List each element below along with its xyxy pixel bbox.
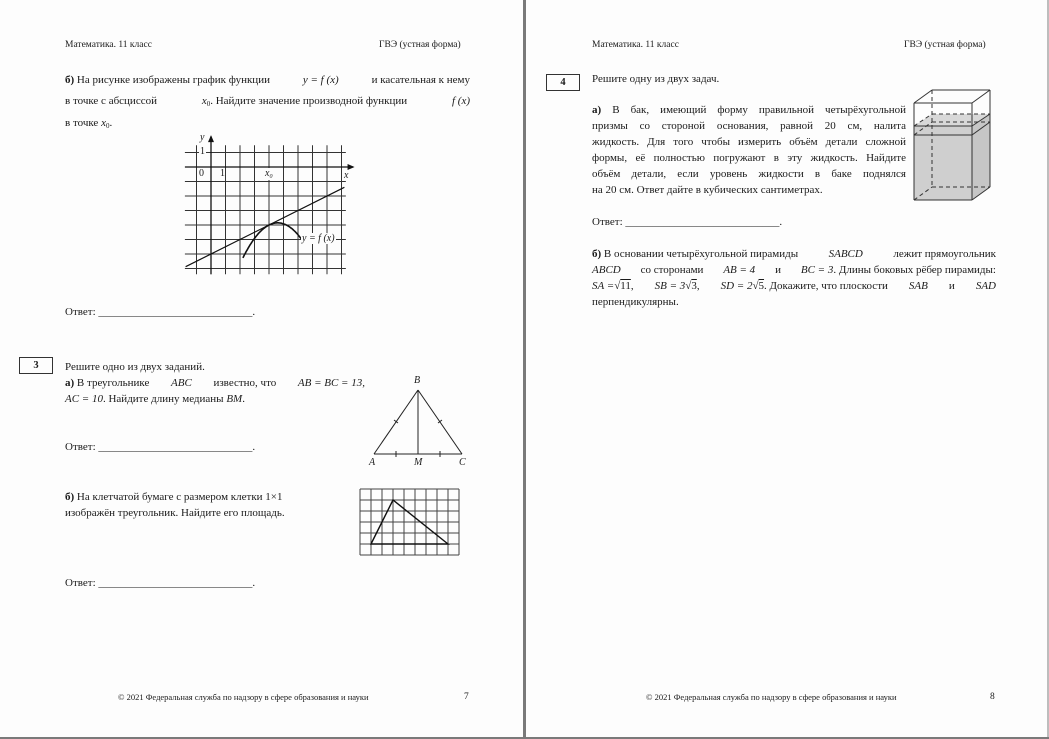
text: перпендикулярны. bbox=[592, 296, 679, 308]
header-subject: Математика. 11 класс bbox=[65, 40, 152, 50]
math-expr: ABC bbox=[171, 377, 192, 389]
header-exam-type: ГВЭ (устная форма) bbox=[379, 40, 461, 50]
page-7 bbox=[0, 0, 523, 737]
task-label: а) bbox=[65, 377, 75, 389]
math-expr: ABCD bbox=[592, 264, 621, 276]
answer-label: Ответ: bbox=[592, 216, 623, 228]
math-expr: x bbox=[101, 117, 106, 129]
task-number-4: 4 bbox=[546, 74, 580, 91]
task-4a-text bbox=[592, 102, 906, 198]
task-4a-line: формы, её полностью погружают в эту жидкость. Найдите bbox=[592, 152, 906, 164]
math-expr: AB = BC = 13, bbox=[297, 377, 365, 389]
math-expr: BM bbox=[226, 393, 243, 405]
vertex-label-c: C bbox=[459, 457, 466, 468]
answer-4a bbox=[592, 214, 782, 230]
text: На рисунке изображены график функции bbox=[76, 74, 270, 86]
sqrt-radicand: 5 bbox=[758, 280, 765, 292]
text: лежит прямоугольник bbox=[893, 248, 996, 260]
x-tick-label: 1 bbox=[220, 168, 225, 179]
sqrt-radicand: 11 bbox=[620, 280, 631, 292]
edge bbox=[972, 90, 990, 103]
subscript: 0 bbox=[105, 122, 110, 130]
task-4-intro: Решите одну из двух задач. bbox=[592, 73, 720, 85]
answer-label: Ответ: bbox=[65, 577, 96, 589]
math-expr: SAB bbox=[908, 280, 928, 292]
answer-field[interactable]: ____________________________. bbox=[98, 441, 256, 453]
subscript: 0 bbox=[206, 100, 211, 108]
prism-tank-figure bbox=[910, 86, 1020, 206]
task-4a-line: жидкость. Для того чтобы измерить объём детали сложной bbox=[592, 136, 906, 148]
task-4a-line: на 20 см. Ответ дайте в кубических сантиметрах. bbox=[592, 184, 823, 196]
task-4b-text: б) В основании четырёхугольной пирамиды SABCD лежит прямоугольник ABCD со сторонами AB = 4 и BC = 3. Длины боковых рёбер пирамиды: SA =√11, SB = 3√3, SD = 2√5. Докажите, что плоскости SAB и SAD перпендикулярны. bbox=[592, 248, 996, 308]
math-expr: BC = 3 bbox=[800, 264, 834, 276]
task-intro: Решите одно из двух заданий. bbox=[65, 361, 205, 373]
answer-label: Ответ: bbox=[65, 306, 96, 318]
math-expr: SA = bbox=[592, 280, 615, 292]
task-4a-line: а) В бак, имеющий форму правильной четырёхугольной bbox=[592, 104, 906, 116]
text: . Докажите, что плоскости bbox=[764, 280, 888, 292]
answer-field[interactable]: ____________________________. bbox=[98, 577, 256, 589]
text: в точке с абсциссой bbox=[65, 95, 157, 107]
header-exam-type: ГВЭ (устная форма) bbox=[904, 40, 986, 50]
text: известно, что bbox=[213, 377, 277, 389]
text: и bbox=[948, 280, 955, 292]
function-curve bbox=[243, 223, 302, 258]
edge bbox=[914, 90, 932, 103]
x-axis-arrow bbox=[348, 164, 355, 170]
task-number-3: 3 bbox=[19, 357, 53, 374]
text: и касательная к нему bbox=[371, 74, 470, 86]
answer-field[interactable]: ____________________________. bbox=[98, 306, 256, 318]
text: в точке bbox=[65, 117, 99, 129]
origin-label: 0 bbox=[199, 168, 204, 179]
sqrt-radicand: 3 bbox=[691, 280, 697, 292]
page-8 bbox=[526, 0, 1047, 737]
grid-triangle-figure bbox=[359, 488, 461, 556]
math-expr: SAD bbox=[975, 280, 996, 292]
task-4a-line: объём детали, если уровень жидкости в баке поднялся bbox=[592, 168, 906, 180]
text: . Найдите значение производной функции bbox=[210, 95, 408, 107]
task-label: б) bbox=[65, 74, 75, 86]
page-number: 7 bbox=[464, 692, 469, 702]
text: На клетчатой бумаге с размером клетки 1×1 bbox=[76, 491, 283, 503]
task-4a-line: призмы со стороной основания, равной 20 см, налита bbox=[592, 120, 906, 132]
answer-3b bbox=[65, 575, 255, 591]
text: . bbox=[242, 393, 245, 405]
math-expr: x bbox=[201, 95, 207, 107]
answer-3a bbox=[65, 439, 255, 455]
page-number: 8 bbox=[990, 692, 995, 702]
x-axis-label: x bbox=[344, 170, 349, 181]
text: В треугольнике bbox=[76, 377, 150, 389]
answer-label: Ответ: bbox=[65, 441, 96, 453]
x0-text: x bbox=[265, 168, 270, 179]
text: . bbox=[109, 117, 113, 129]
task-3-text bbox=[65, 359, 365, 407]
footer-copyright: © 2021 Федеральная служба по надзору в сфере образования и науки bbox=[118, 692, 369, 702]
answer-field[interactable]: ____________________________. bbox=[625, 216, 783, 228]
text: со сторонами bbox=[640, 264, 704, 276]
x0-label bbox=[265, 168, 272, 180]
task-label: б) bbox=[65, 491, 75, 503]
text: и bbox=[775, 264, 781, 276]
liquid-front bbox=[914, 126, 972, 200]
vertex-label-a: A bbox=[369, 457, 376, 468]
answer-2b bbox=[65, 304, 255, 320]
task-label: а) bbox=[592, 104, 613, 116]
subscript: 0 bbox=[269, 174, 273, 180]
y-axis-arrow bbox=[208, 135, 214, 142]
curve-label: y = f (x) bbox=[302, 233, 335, 244]
text: изображён треугольник. Найдите его площадь. bbox=[65, 507, 285, 519]
math-expr: f (x) bbox=[451, 95, 470, 107]
footer-copyright: © 2021 Федеральная служба по надзору в сфере образования и науки bbox=[646, 692, 897, 702]
math-expr: AB = 4 bbox=[723, 264, 756, 276]
math-expr: SB = 3 bbox=[654, 280, 686, 292]
y-tick-label: 1 bbox=[200, 146, 205, 157]
point-label-m: M bbox=[414, 457, 423, 468]
task-3b-text bbox=[65, 489, 327, 521]
text: В основании четырёхугольной пирамиды bbox=[603, 248, 799, 260]
header-subject: Математика. 11 класс bbox=[592, 40, 679, 50]
vertex-label-b: B bbox=[414, 375, 421, 386]
text: . Длины боковых рёбер пирамиды: bbox=[833, 264, 996, 276]
math-expr: SD = 2 bbox=[720, 280, 753, 292]
math-expr: SABCD bbox=[828, 248, 863, 260]
math-expr: AC = 10 bbox=[65, 393, 103, 405]
math-expr: y = f (x) bbox=[302, 74, 339, 86]
y-axis-label: y bbox=[200, 132, 205, 143]
task-label: б) bbox=[592, 248, 602, 260]
text: . Найдите длину медианы bbox=[102, 393, 224, 405]
